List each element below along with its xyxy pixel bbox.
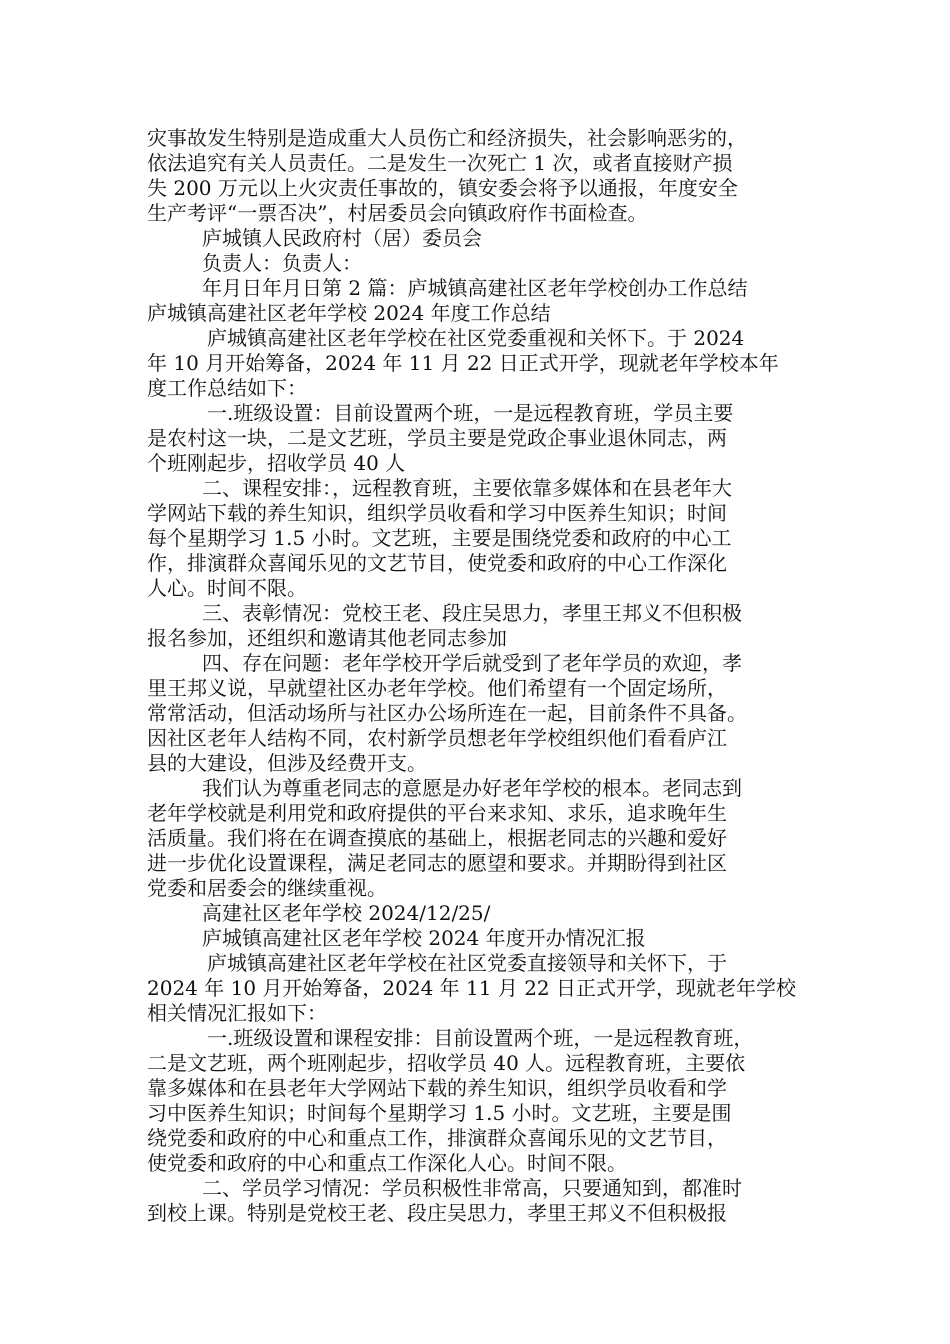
- text-line: 报名参加，还组织和邀请其他老同志参加: [147, 626, 507, 650]
- text-line: 进一步优化设置课程，满足老同志的愿望和要求。并期盼得到社区: [147, 851, 727, 875]
- text-line: 作，排演群众喜闻乐见的文艺节目，使党委和政府的中心工作深化: [147, 551, 727, 575]
- text-line: 灾事故发生特别是造成重大人员伤亡和经济损失，社会影响恶劣的，: [147, 126, 747, 150]
- text-line: 绕党委和政府的中心和重点工作，排演群众喜闻乐见的文艺节目，: [147, 1126, 727, 1150]
- text-line: 习中医养生知识；时间每个星期学习 1.5 小时。文艺班，主要是围: [147, 1101, 732, 1125]
- text-line: 庐城镇高建社区老年学校在社区党委直接领导和关怀下，于: [207, 951, 727, 975]
- text-line: 二、课程安排：，远程教育班，主要依靠多媒体和在县老年大: [202, 476, 732, 500]
- signature-org-line: 庐城镇人民政府村（居）委员会: [202, 226, 482, 250]
- text-line: 老年学校就是利用党和政府提供的平台来求知、求乐，追求晚年生: [147, 801, 727, 825]
- text-line: 三、表彰情况：党校王老、段庄吴思力，孝里王邦义不但积极: [202, 601, 742, 625]
- text-line: 度工作总结如下：: [147, 376, 307, 400]
- text-line: 依法追究有关人员责任。二是发生一次死亡 1 次，或者直接财产损: [147, 151, 733, 175]
- text-line: 每个星期学习 1.5 小时。文艺班，主要是围绕党委和政府的中心工: [147, 526, 732, 550]
- text-line: 失 200 万元以上火灾责任事故的，镇安委会将予以通报，年度安全: [147, 176, 738, 200]
- text-line: 学网站下载的养生知识，组织学员收看和学习中医养生知识；时间: [147, 501, 727, 525]
- report-title: 庐城镇高建社区老年学校 2024 年度开办情况汇报: [202, 926, 646, 950]
- text-line: 庐城镇高建社区老年学校在社区党委重视和关怀下。于 2024: [207, 326, 745, 350]
- signature-person-line: 负责人：负责人：: [202, 251, 362, 275]
- text-line: 使党委和政府的中心和重点工作深化人心。时间不限。: [147, 1151, 627, 1175]
- text-line: 到校上课。特别是党校王老、段庄吴思力，孝里王邦义不但积极报: [147, 1201, 727, 1225]
- document-body: [147, 126, 827, 1226]
- text-line: 县的大建设，但涉及经费开支。: [147, 751, 427, 775]
- text-line: 一.班级设置：目前设置两个班，一是远程教育班，学员主要: [207, 401, 734, 425]
- text-line: 常常活动，但活动场所与社区办公场所连在一起，目前条件不具备。: [147, 701, 747, 725]
- text-line: 二、学员学习情况：学员积极性非常高，只要通知到，都准时: [202, 1176, 742, 1200]
- text-line: 党委和居委会的继续重视。: [147, 876, 387, 900]
- text-line: 个班刚起步，招收学员 40 人: [147, 451, 406, 475]
- date-and-section-title: 年月日年月日第 2 篇：庐城镇高建社区老年学校创办工作总结: [202, 276, 748, 300]
- text-line: 生产考评“一票否决”，村居委员会向镇政府作书面检查。: [147, 201, 648, 225]
- text-line: 相关情况汇报如下：: [147, 1001, 327, 1025]
- text-line: 是农村这一块，二是文艺班，学员主要是党政企事业退休同志，两: [147, 426, 727, 450]
- text-line: 四、存在问题：老年学校开学后就受到了老年学员的欢迎，孝: [202, 651, 742, 675]
- text-line: 二是文艺班，两个班刚起步，招收学员 40 人。远程教育班，主要依: [147, 1051, 746, 1075]
- text-line: 里王邦义说，早就望社区办老年学校。他们希望有一个固定场所，: [147, 676, 727, 700]
- signature-date-line: 高建社区老年学校 2024/12/25/: [202, 901, 491, 925]
- document-title: 庐城镇高建社区老年学校 2024 年度工作总结: [147, 301, 551, 325]
- text-line: 因社区老年人结构不同，农村新学员想老年学校组织他们看看庐江: [147, 726, 727, 750]
- text-line: 年 10 月开始筹备，2024 年 11 月 22 日正式开学，现就老年学校本年: [147, 351, 779, 375]
- text-line: 人心。时间不限。: [147, 576, 307, 600]
- text-line: 2024 年 10 月开始筹备，2024 年 11 月 22 日正式开学，现就老年学校: [147, 976, 797, 1000]
- text-line: 一.班级设置和课程安排：目前设置两个班，一是远程教育班，: [207, 1026, 754, 1050]
- text-line: 活质量。我们将在在调查摸底的基础上，根据老同志的兴趣和爱好: [147, 826, 727, 850]
- text-line: 靠多媒体和在县老年大学网站下载的养生知识，组织学员收看和学: [147, 1076, 727, 1100]
- text-line: 我们认为尊重老同志的意愿是办好老年学校的根本。老同志到: [202, 776, 742, 800]
